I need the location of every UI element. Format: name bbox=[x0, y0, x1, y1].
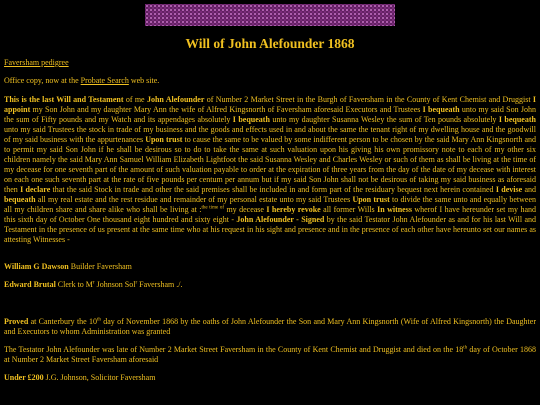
will-strong: I devise bbox=[495, 185, 523, 194]
testator-text: The Testator John Alefounder was late of Number 2 Market Street Faversham in the County of Kent Chemist and Druggist and died on the 18 bbox=[4, 345, 464, 354]
probate-search-link[interactable]: Probate Search bbox=[80, 76, 129, 85]
will-strong: I bequeath bbox=[498, 115, 536, 124]
will-text-run: all my real estate and the rest residue and remainder of my personal estate unto my said Trustees bbox=[35, 195, 353, 204]
decorative-banner bbox=[145, 4, 395, 26]
estate-text: J.G. Johnson, Solicitor Faversham bbox=[43, 373, 156, 382]
testator-note bbox=[4, 345, 536, 365]
will-text-run: wherof I have hereunder set my hand this sixth day of October One thousand eight hundred and sixty eight - bbox=[4, 205, 537, 224]
witness-name: William G Dawson bbox=[4, 262, 69, 271]
will-text-run: of Number 2 Market Street in the Burgh of Faversham in the County of Kent Chemist and Druggist bbox=[204, 95, 533, 104]
will-text-run: my Son John and my daughter Mary Ann the wife of Alfred Kingsnorth of Faversham aforesaid Executors and Trustees bbox=[30, 105, 423, 114]
will-superscript: the time of bbox=[201, 205, 225, 211]
will-text bbox=[4, 95, 536, 245]
will-strong: John Alefounder - Signed bbox=[236, 215, 325, 224]
will-strong: Upon trust bbox=[145, 135, 183, 144]
page-title: Will of John Alefounder 1868 bbox=[185, 36, 355, 51]
will-text-run: unto my said Trustees the stock in trade of my business and the goods and effects used in and about the same the tenant right of my dwelling house and the goodwill of my said business with the appurtenances bbox=[4, 125, 536, 144]
will-text-run: unto my daughter Susanna Wesley the sum of Ten pounds absolutely bbox=[269, 115, 499, 124]
witness-brutal bbox=[4, 280, 536, 290]
will-strong: In witness bbox=[377, 205, 412, 214]
witness-name: Edward Brutal bbox=[4, 280, 56, 289]
will-strong: I hereby revoke bbox=[266, 205, 321, 214]
will-text-run: unto my said Son John the sum of Fifty pounds and my Watch and its appendages absolutely bbox=[4, 105, 536, 124]
estate-value bbox=[4, 373, 536, 383]
will-strong: John Alefounder bbox=[146, 95, 205, 104]
estate-label: Under £200 bbox=[4, 373, 44, 382]
proved-superscript: th bbox=[97, 317, 101, 323]
witness-superscript: r bbox=[135, 280, 138, 286]
witness-role: Clerk to M bbox=[55, 280, 93, 289]
will-strong: I bequeath bbox=[232, 115, 270, 124]
proved-label: Proved bbox=[4, 317, 29, 326]
testator-superscript: th bbox=[463, 345, 468, 351]
will-text-run: my decease bbox=[224, 205, 267, 214]
office-prefix: Office copy, now at the bbox=[4, 76, 81, 85]
witness-role: Johnson Sol bbox=[94, 280, 136, 289]
will-text-run: to cause the same to be valued by some indifferent person to be chosen by the said Mary Ann Kingsnorth and to permit my said Son John if he shall be desirous so to do to take the same at such valuation upon his giving his own promissory note to each of my other six children namely the said Mary Ann Samuel William Elizabeth Lightfoot the said Susanna Wesley and Charles Wesley or such of them as shall be living at the time of my decease for one seventh part of the amount of such valuation payable to order at the expiration of three years from the day of the date of my decease with interest on each one such seventh part at the rate of five pounds per centum per annum but if my said Son John shall not be desirous of taking my said business as aforesaid then bbox=[4, 135, 537, 194]
will-strong: I declare bbox=[20, 185, 51, 194]
office-copy-note bbox=[4, 76, 536, 86]
will-strong: bequeath bbox=[4, 195, 36, 204]
will-text-run: all former Wills bbox=[320, 205, 378, 214]
will-strong: This is the last Will and Testament bbox=[4, 95, 124, 104]
witness-superscript: r bbox=[92, 280, 95, 286]
office-suffix: web site. bbox=[128, 76, 160, 85]
will-text-run: by the said Testator John Alefounder as and for his last Will and Testament in the presence of us present at the same time who at his request in his sight and presence and in the presence of each other have hereunto set our names as attesting Witnesses - bbox=[4, 215, 537, 244]
will-strong: Upon trust bbox=[352, 195, 390, 204]
proved-text: at Canterbury the 10 bbox=[28, 317, 98, 326]
will-text-run: of me bbox=[123, 95, 147, 104]
probate-proved bbox=[4, 317, 536, 337]
will-text-run: that the said Stock in trade and other the said premises shall be included in and form part of the residuary bequest next herein contained bbox=[50, 185, 496, 194]
witness-dawson bbox=[4, 262, 536, 272]
will-text-run: to divide the same unto and equally between all my children share and share alike who shall be living at : bbox=[4, 195, 536, 214]
will-strong: I appoint bbox=[4, 95, 537, 114]
faversham-pedigree-link[interactable]: Faversham pedigree bbox=[4, 58, 69, 67]
testator-text: day of October 1868 at Number 2 Market Street Faversham aforesaid bbox=[4, 345, 536, 364]
witness-role: Faversham ./. bbox=[137, 280, 183, 289]
witness-role: Builder Faversham bbox=[68, 262, 132, 271]
proved-text: day of November 1868 by the oaths of John Alefounder the Son and Mary Ann Kingsnorth (Wife of Alfred Kingsnorth) the Daughter and Executors to whom Administration was granted bbox=[4, 317, 536, 336]
will-text-run: and bbox=[522, 185, 537, 194]
will-strong: I bequeath bbox=[422, 105, 460, 114]
